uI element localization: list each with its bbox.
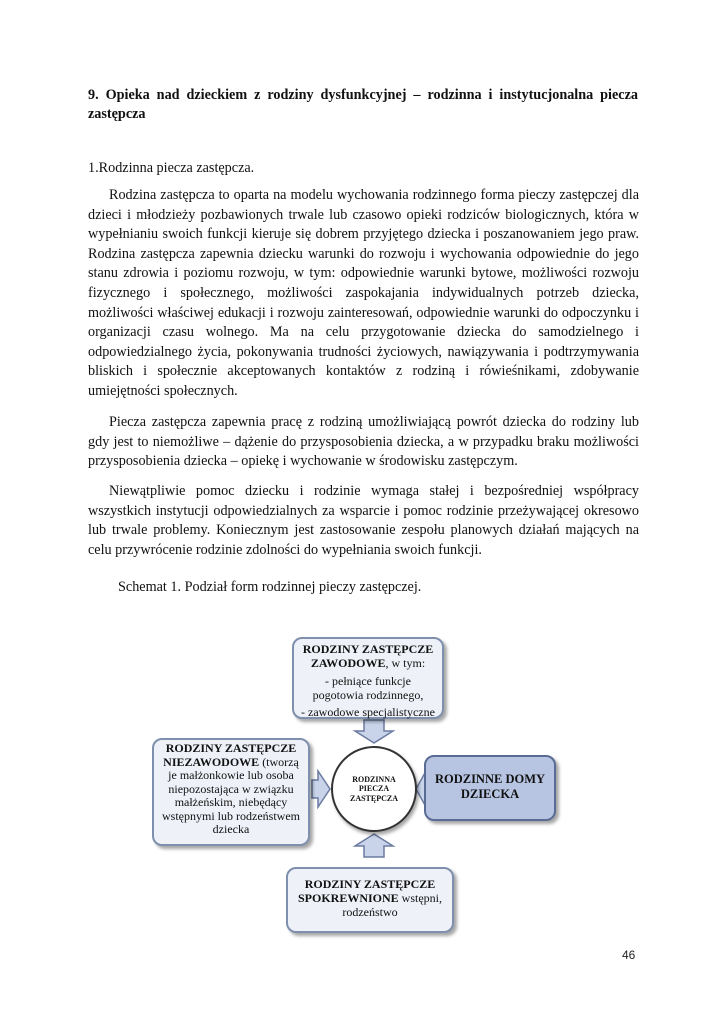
section-title: 1.Rodzinna piecza zastępcza. xyxy=(88,160,255,176)
paragraph-1: Rodzina zastępcza to oparta na modelu wychowania rodzinnego forma pieczy zastępczej dla dzieci i młodzieży pozbawionych trwale lub czasowo opieki rodziców biologicznych, która w wypełnianiu swoich funkcji kieruje się dobrem przyjętego dziecka i poszanowaniem jego praw. Rodzina zastępcza zapewnia dziecku warunki do rozwoju i wychowania odpowiednie do jego stanu zdrowia i poziomu rozwoju, w tym: odpowiednie warunki bytowe, możliwości rozwoju fizycznego i społecznego, możliwości zaspokajania indywidualnych potrzeb dziecka, możliwości właściwej edukacji i rozwoju zainteresowań, odpowiednie warunki do odpoczynku i organizacji czasu wolnego. Ma na celu przygotowanie dziecka do samodzielnego i odpowiedzialnego życia, pokonywania trudności życiowych, nawiązywania i podtrzymywania bliskich i społecznie akceptowanych kontaktów z rodziną i rówieśnikami, zdobywanie umiejętności społecznych. xyxy=(88,187,639,399)
left-box-title-rest: (tworzą xyxy=(259,754,299,769)
top-box-title-bold: ZAWODOWE xyxy=(310,656,386,670)
diagram-caption: Schemat 1. Podział form rodzinnej pieczy zastępczej. xyxy=(118,579,422,595)
right-box-line: DZIECKA xyxy=(460,787,520,801)
box-professional-foster-families xyxy=(292,637,444,719)
left-box-line: wstępnymi lub rodzeństwem xyxy=(162,808,300,823)
bottom-box-title-line1: RODZINY ZASTĘPCZE xyxy=(304,877,436,891)
left-box-title-bold: NIEZAWODOWE xyxy=(163,754,260,769)
chapter-heading: 9. Opieka nad dzieckiem z rodziny dysfunkcyjnej – rodzinna i instytucjonalna piecza zastępcza xyxy=(88,87,638,122)
center-line: ZASTĘPCZA xyxy=(349,793,398,803)
top-box-item: pogotowia rodzinnego, xyxy=(312,688,424,702)
paragraph-3: Niewątpliwie pomoc dziecku i rodzinie wymaga stałej i bezpośredniej współpracy wszystkich instytucji odpowiedzialnych za wsparcie i pomoc rodzinie przeżywającej okresowo lub trwale problemy. Koniecznym jest zastosowanie zespołu planowych działań mających na celu przywrócenie rodzinie zdolności do wypełniania swoich funkcji. xyxy=(88,483,639,558)
right-box-line: RODZINNE DOMY xyxy=(434,772,546,786)
box-non-professional-foster-families xyxy=(152,738,310,846)
left-box-line: dziecka xyxy=(212,822,250,836)
left-box-line: je małżonkowie lub osoba xyxy=(168,768,294,782)
bottom-box-title-rest: wstępni, xyxy=(398,891,443,905)
left-box-line: niepozostająca w związku xyxy=(168,781,294,796)
bottom-box-title-bold: SPOKREWNIONE xyxy=(297,891,399,905)
center-line: PIECZA xyxy=(358,784,390,794)
top-box-title-line2 xyxy=(294,656,442,670)
center-line: RODZINNA xyxy=(352,774,396,784)
arrow-down-icon xyxy=(355,720,393,743)
box-family-childrens-homes xyxy=(424,755,556,821)
bottom-box-title-line2 xyxy=(288,891,452,905)
arrow-up-icon xyxy=(355,834,393,857)
top-box-title-rest: , w tym: xyxy=(385,656,426,670)
top-box-item: - zawodowe specjalistyczne xyxy=(301,705,435,719)
left-box-line: małżeńskim, niebędący xyxy=(174,795,288,809)
left-box-title-line2 xyxy=(154,756,308,770)
center-foster-care-circle xyxy=(331,746,417,832)
top-box-item: - pełniące funkcje xyxy=(325,674,411,688)
top-box-title-line1: RODZINY ZASTĘPCZE xyxy=(302,642,434,656)
page-number: 46 xyxy=(622,948,636,962)
bottom-box-line3: rodzeństwo xyxy=(342,905,398,919)
paragraph-2: Piecza zastępcza zapewnia pracę z rodziną umożliwiającą powrót dziecka do rodziny lub gdy jest to niemożliwe – dążenie do przysposobienia dziecka, a w przypadku braku możliwości przysposobienia dziecka – opiekę i wychowanie w środowisku zastępczym. xyxy=(88,414,639,470)
arrow-right-icon xyxy=(312,771,330,807)
left-box-title-line1: RODZINY ZASTĘPCZE xyxy=(165,741,297,755)
box-related-foster-families xyxy=(286,867,454,933)
